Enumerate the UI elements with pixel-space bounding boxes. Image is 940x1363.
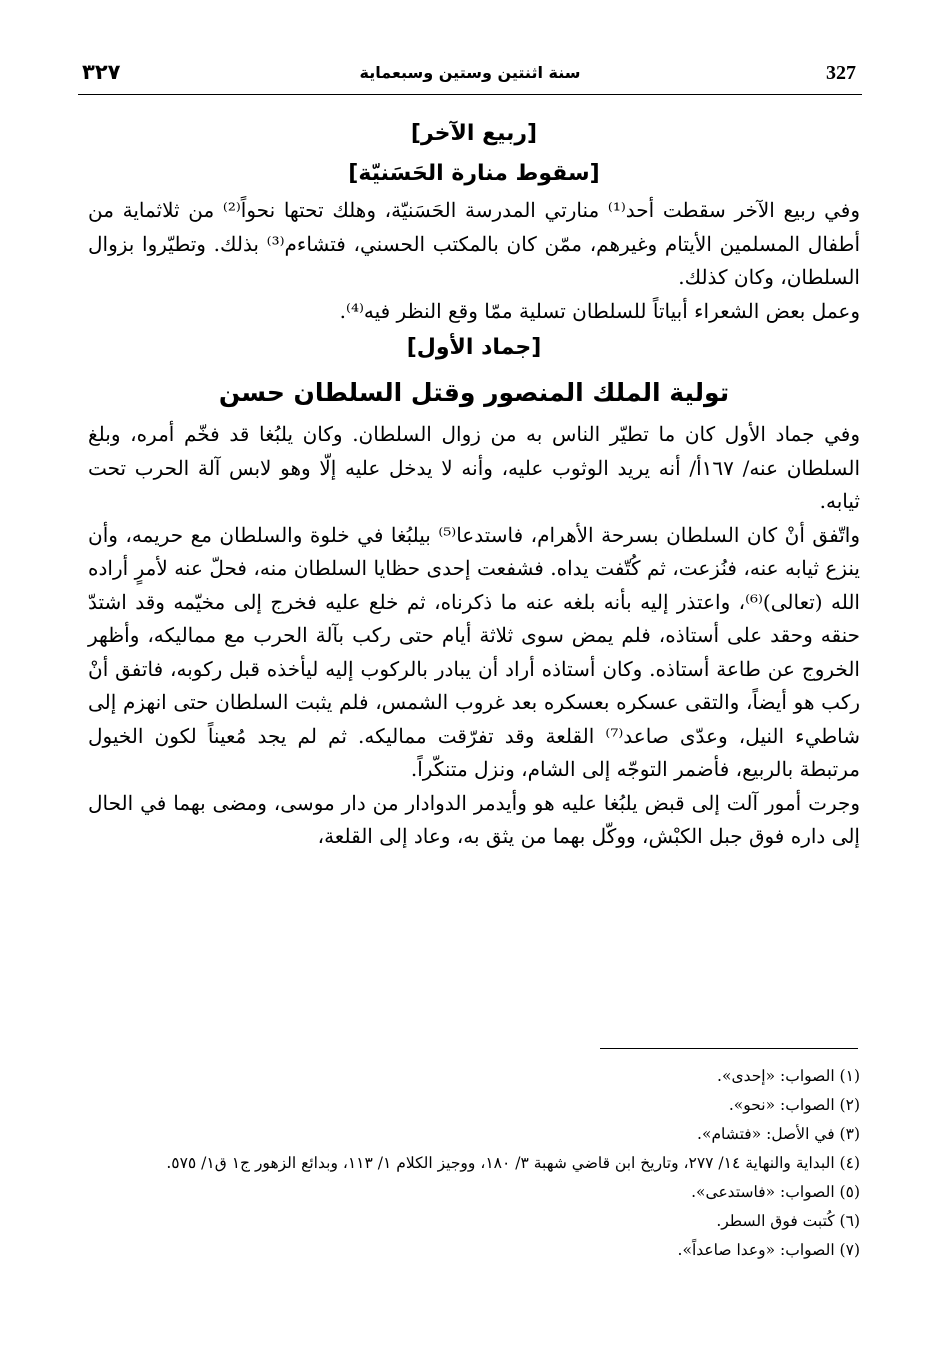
page-header	[78, 52, 862, 95]
running-title: سنة اثنتين وستين وسبعماية	[359, 63, 581, 82]
paragraph-2: وعمل بعض الشعراء أبياتاً للسلطان تسلية ممّا وقع النظر فيه⁽⁴⁾.	[339, 298, 860, 323]
footnote-2: (٢) الصواب: «نحو».	[728, 1096, 860, 1114]
paragraph-1: وفي ربيع الآخر سقطت أحد⁽¹⁾ منارتي المدرسة الحَسَنيّة، وهلك تحتها نحواً⁽²⁾ من ثلاثماية من أطفال المسلمين الأيتام وغيرهم، ممّن كان بالمكتب الحسني، فتشاءم⁽³⁾ بذلك. وتطيّروا بزوال السلطان، وكان كذلك.	[88, 198, 861, 289]
footnote-6: (٦) كُتبت فوق السطر.	[716, 1212, 860, 1230]
heading-mansur: تولية الملك المنصور وقتل السلطان حسن	[218, 378, 730, 407]
book-page	[78, 52, 862, 1342]
paragraph-4: واتّفق أنْ كان السلطان بسرحة الأهرام، فاستدعا⁽⁵⁾ بيلبُغا في خلوة والسلطان مع حريمه، وأن ينزع ثيابه عنه، فنُزعت، ثم كُتّفت يداه. فشفعت إحدى حظايا السلطان منه، فحلّ عنه لأمرٍ أراده الله (تعالى)⁽⁶⁾، واعتذر إليه بأنه بلغه عنه ما ذكرناه، ثم خلع عليه فخرج إلى مخيّمه وقد اشتدّ حنقه وحقد على أستاذه، فلم يمض سوى ثلاثة أيام حتى ركب بآلة الحرب مع مماليكه، وأظهر الخروج عن طاعة أستاذه. وكان أستاذه أراد أن يبادر بالركوب إليه ليأخذه قبل ركوبه، فاتفق أنْ ركب هو أيضاً، والتقى عسكره بعسكره بعد غروب الشمس، فلم يثبت السلطان حتى انهزم إلى شاطيء النيل، وعدّى صاعد⁽⁷⁾ القلعة وقد تفرّقت مماليكه. ثم لم يجد مُعيناً لكون الخيول مرتبطة بالربيع، فأضمر التوجّه إلى الشام، ونزل متنكّراً.	[88, 522, 861, 781]
footnotes	[88, 1062, 860, 1265]
heading-minaret: [سقوط منارة الحَسَنيّة]	[348, 161, 600, 186]
page-number-arabic: ٣٢٧	[82, 60, 121, 84]
footnote-7: (٧) الصواب: «وعدا صاعداً».	[677, 1241, 860, 1259]
main-text	[88, 114, 860, 854]
footnote-3: (٣) في الأصل: «فتشام».	[697, 1125, 860, 1143]
footnote-4: (٤) البداية والنهاية ١٤/ ٢٧٧، وتاريخ ابن قاضي شهبة ٣/ ١٨٠، ووجيز الكلام ١/ ١١٣، وبدائع الزهور ج١ ق١/ ٥٧٥.	[166, 1154, 860, 1172]
footnote-1: (١) الصواب: «إحدى».	[717, 1067, 860, 1085]
paragraph-5: وجرت أمور آلت إلى قبض يلبُغا عليه هو وأيدمر الدوادار من دار موسى، ومضى بهما في الحال إلى داره فوق جبل الكبْش، ووكّل بهما من يثق به، وعاد إلى القلعة،	[88, 790, 860, 848]
footnote-divider	[600, 1048, 858, 1049]
footnote-5: (٥) الصواب: «فاستدعى».	[691, 1183, 860, 1201]
heading-jumada: [جماد الأول]	[406, 335, 542, 360]
paragraph-3: وفي جماد الأول كان ما تطيّر الناس به من زوال السلطان. وكان يلبُغا قد فخّم أمره، وبلغ السلطان عنه/ ١٦٧أ/ أنه يريد الوثوب عليه، وأنه لا يدخل عليه إلّا وهو لابس آلة الحرب تحت ثيابه.	[88, 422, 861, 513]
heading-rabi: [ربيع الآخر]	[410, 121, 538, 146]
page-number-latin: 327	[826, 62, 856, 84]
